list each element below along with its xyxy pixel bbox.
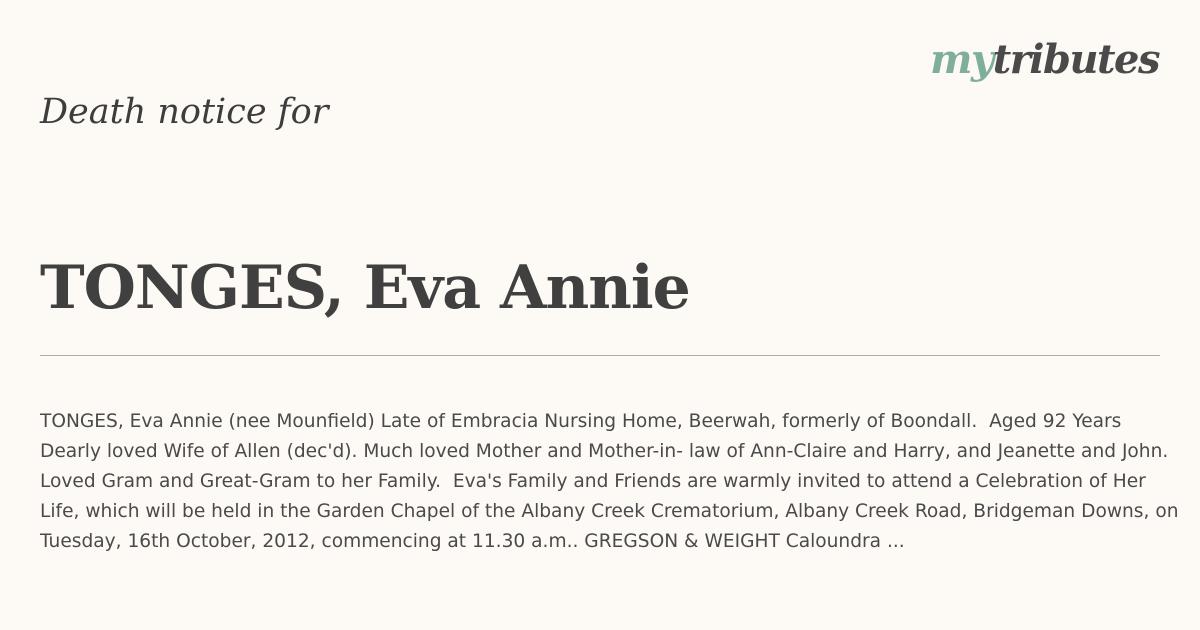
death-notice-kicker: Death notice for [40, 92, 329, 132]
logo-my-text: my [930, 36, 993, 83]
section-divider [40, 355, 1160, 356]
notice-body: TONGES, Eva Annie (nee Mounfield) Late of Embracia Nursing Home, Beerwah, formerly of Boondall. Aged 92 Years Dearly loved Wife of Allen (dec'd). Much loved Mother and Mother-in- law of Ann-Claire and Harry, and Jeanette and John. Loved Gram and Great-Gram to her Family. Eva's Family and Friends are warmly invited to attend a Celebration of Her Life, which will be held in the Garden Chapel of the Albany Creek Crematorium, Albany Creek Road, Bridgeman Downs, on Tuesday, 16th October, 2012, commencing at 11.30 a.m.. GREGSON & WEIGHT Caloundra ... [40, 410, 1185, 552]
mytributes-logo[interactable] [930, 36, 1159, 84]
logo-tributes-text: tributes [992, 36, 1159, 83]
deceased-name: TONGES, Eva Annie [40, 253, 690, 324]
